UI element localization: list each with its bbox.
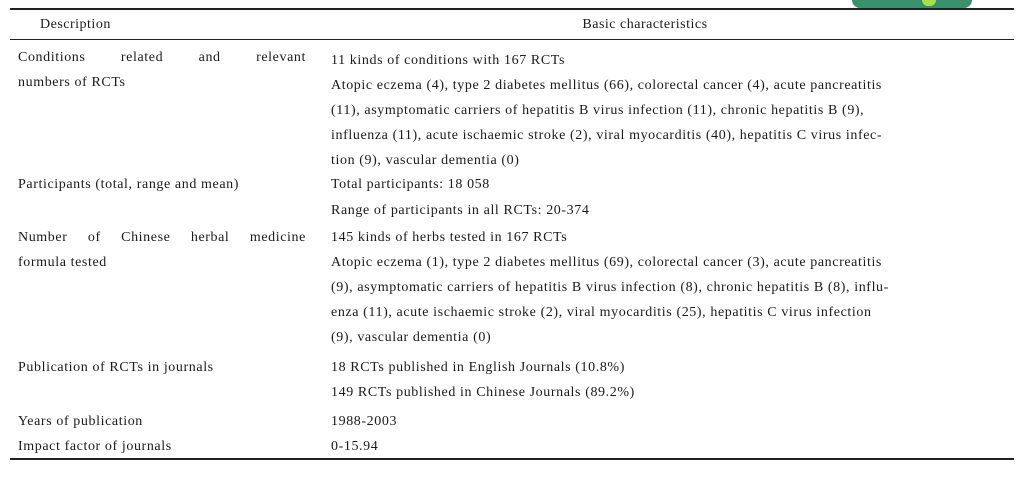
publication-label: Publication of RCTs in journals — [18, 360, 214, 375]
conditions-line: (11), asymptomatic carriers of hepatitis B virus infection (11), chronic hepatitis B (9), — [331, 103, 865, 118]
header-description: Description — [40, 17, 111, 32]
herbs-line: 145 kinds of herbs tested in 167 RCTs — [331, 230, 568, 245]
years-value: 1988-2003 — [331, 414, 398, 429]
table-bottom-rule — [10, 458, 1014, 460]
impact-value: 0-15.94 — [331, 439, 379, 454]
years-label: Years of publication — [18, 414, 143, 429]
table-header-rule — [10, 39, 1014, 40]
conditions-label-line1: Conditions related and relevant — [18, 50, 306, 65]
table-top-rule — [10, 8, 1014, 10]
header-basic-characteristics: Basic characteristics — [582, 17, 708, 32]
herbs-line: (9), asymptomatic carriers of hepatitis B virus infection (8), chronic hepatitis B (8), influ- — [331, 280, 889, 295]
participants-label: Participants (total, range and mean) — [18, 177, 240, 192]
journal-logo-fragment — [852, 0, 972, 8]
publication-line: 18 RCTs published in English Journals (10.8%) — [331, 360, 625, 375]
publication-line: 149 RCTs published in Chinese Journals (89.2%) — [331, 385, 635, 400]
herbs-label-line2: formula tested — [18, 255, 107, 270]
conditions-line: Atopic eczema (4), type 2 diabetes mellitus (66), colorectal cancer (4), acute pancreatitis — [331, 78, 882, 93]
participants-line: Total participants: 18 058 — [331, 177, 490, 192]
conditions-label-line2: numbers of RCTs — [18, 75, 126, 90]
herbs-line: (9), vascular dementia (0) — [331, 330, 492, 345]
herbs-label-line1: Number of Chinese herbal medicine — [18, 230, 306, 245]
conditions-line: 11 kinds of conditions with 167 RCTs — [331, 53, 565, 68]
conditions-line: influenza (11), acute ischaemic stroke (2), viral myocarditis (40), hepatitis C virus infec- — [331, 128, 883, 143]
participants-line: Range of participants in all RCTs: 20-374 — [331, 203, 590, 218]
herbs-line: enza (11), acute ischaemic stroke (2), viral myocarditis (25), hepatitis C virus infection — [331, 305, 872, 320]
impact-label: Impact factor of journals — [18, 439, 172, 454]
conditions-line: tion (9), vascular dementia (0) — [331, 153, 520, 168]
herbs-line: Atopic eczema (1), type 2 diabetes mellitus (69), colorectal cancer (3), acute pancreatitis — [331, 255, 882, 270]
